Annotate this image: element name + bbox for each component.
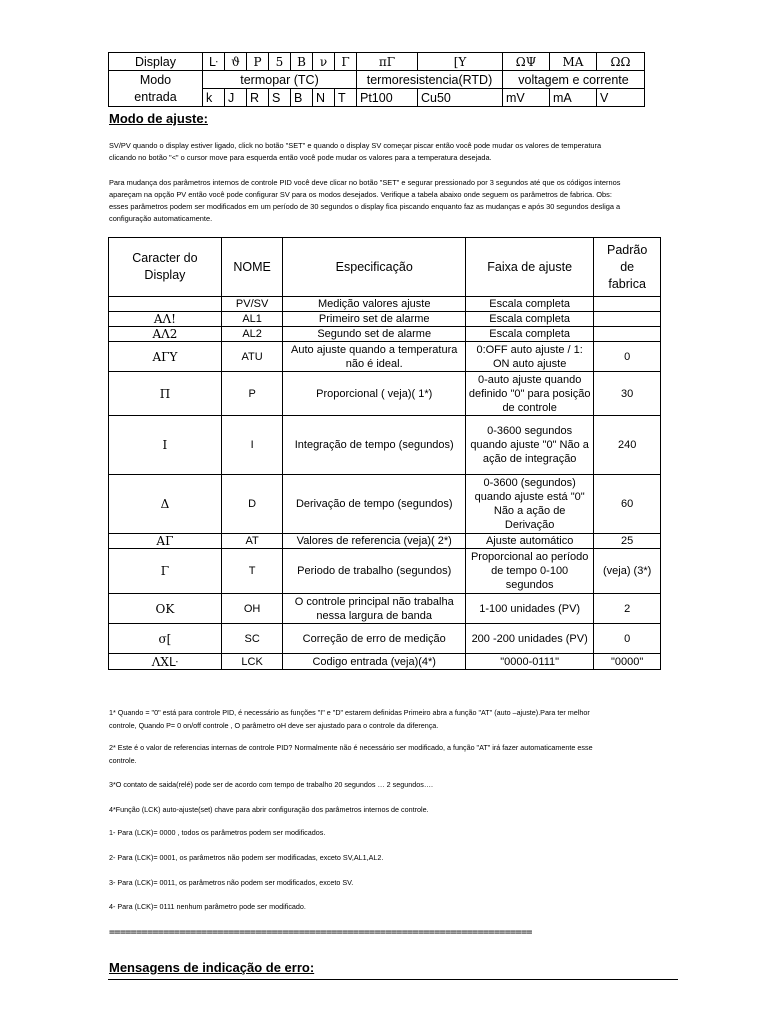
cell-range: 200 -200 unidades (PV) [466,624,594,654]
symbol-cell: 5 [269,53,291,71]
cell-range: 0-auto ajuste quando definido "0" para posição de controle [466,372,594,416]
mode-label: Modo [109,71,203,89]
symbol-cell: B [291,53,313,71]
type-row [109,89,645,107]
symbol-cell: ϑ [225,53,247,71]
cell-default: 0 [594,624,661,654]
text-line: clicando no botão "<" o cursor move para esquerda então você pode mudar os valores para a temperatura desejada. [109,153,492,162]
cell-symbol: ΑΓ [109,534,222,549]
symbol-cell: Γ [335,53,357,71]
cell-default: 0 [594,342,661,372]
table-row [109,594,661,624]
cell-symbol: σ[ [109,624,222,654]
note-1: 1* Quando = "0" está para controle PID, é necessário as funções "I" e "D" estarem definidas Primeiro abra a função "AT" (auto –ajuste).Para ter melhor controle, Quando P= 0 on/off controle , O parâmetro oH deve ser ajustado para o controle da diferença. [109,708,590,730]
cell-range: Escala completa [466,312,594,327]
group-rtd: termoresistencia(RTD) [357,71,503,89]
cell-name: AT [221,534,283,549]
cell-default [594,312,661,327]
ajuste-paragraph-1 [109,140,679,164]
cell-default [594,327,661,342]
table-row [109,549,661,594]
table-row [109,624,661,654]
group-termopar: termopar (TC) [203,71,357,89]
symbol-cell: MA [550,53,597,71]
type-cell: B [291,89,313,107]
cell-symbol: Δ [109,475,222,534]
type-cell: k [203,89,225,107]
cell-name: SC [221,624,283,654]
cell-name: OH [221,594,283,624]
horizontal-rule [108,979,678,980]
cell-range: Escala completa [466,327,594,342]
cell-spec: Auto ajuste quando a temperatura não é ideal. [283,342,466,372]
text-line: apareçam na opção PV então você pode configurar SV para os modos desejados. Verifique a tabela abaixo onde seguem os parâmetros de fabrica. Obs: [109,190,612,199]
cell-range: 0:OFF auto ajuste / 1: ON auto ajuste [466,342,594,372]
type-cell: T [335,89,357,107]
cell-spec: Primeiro set de alarme [283,312,466,327]
cell-spec: Correção de erro de medição [283,624,466,654]
symbol-cell: ν [313,53,335,71]
table-row [109,327,661,342]
equals-divider: ============================================================================== [109,927,532,938]
cell-default [594,297,661,312]
cell-spec: Medição valores ajuste [283,297,466,312]
note-3: 3*O contato de saida(relé) pode ser de acordo com tempo de trabalho 20 segundos … 2 segundos…. [109,780,434,789]
cell-name: PV/SV [221,297,283,312]
type-cell: S [269,89,291,107]
cell-spec: Periodo de trabalho (segundos) [283,549,466,594]
parameter-table [108,237,661,670]
symbol-cell: [Υ [418,53,503,71]
table-row [109,475,661,534]
cell-range: "0000-0111" [466,654,594,670]
entrada-label: entrada [109,89,203,107]
note-4: 4*Função (LCK) auto-ajuste(set) chave para abrir configuração dos parâmetros internos de controle. [109,805,429,814]
mode-group-row [109,71,645,89]
cell-name: I [221,416,283,475]
table-row [109,654,661,670]
table-row [109,372,661,416]
cell-default: "0000" [594,654,661,670]
header-range: Faixa de ajuste [466,238,594,297]
cell-spec: O controle principal não trabalha nessa largura de banda [283,594,466,624]
cell-spec: Integração de tempo (segundos) [283,416,466,475]
cell-symbol: ΟΚ [109,594,222,624]
symbol-cell: ΩΩ [597,53,645,71]
header-spec: Especificação [283,238,466,297]
cell-symbol: ΑΛ2 [109,327,222,342]
cell-name: AL1 [221,312,283,327]
cell-name: ATU [221,342,283,372]
cell-symbol: ΛΧᒷ [109,654,222,670]
symbol-cell: ΩΨ [503,53,550,71]
type-cell: N [313,89,335,107]
text-line: SV/PV quando o display estiver ligado, click no botão "SET" e quando o display SV começar piscar então você pode mudar os valores de temperatura [109,141,602,150]
group-voltage-current: voltagem e corrente [503,71,645,89]
cell-name: T [221,549,283,594]
table-row [109,534,661,549]
table-row [109,342,661,372]
symbol-cell: P [247,53,269,71]
symbol-cell: πΓ [357,53,418,71]
cell-default: 2 [594,594,661,624]
note-2: 2* Este é o valor de referencias internas de controle PID? Normalmente não é necessário ser modificado, a função "AT" irá fazer automaticamente esse controle. [109,743,593,765]
type-cell: V [597,89,645,107]
header-default: Padrão de fabrica [594,238,661,297]
cell-symbol [109,297,222,312]
input-mode-table [108,52,645,107]
ajuste-paragraph-2 [109,177,679,225]
cell-range: 0-3600 segundos quando ajuste "0" Não a ação de integração [466,416,594,475]
cell-range: 1-100 unidades (PV) [466,594,594,624]
cell-symbol: Π [109,372,222,416]
type-cell: Cu50 [418,89,503,107]
cell-name: AL2 [221,327,283,342]
section-title-erro: Mensagens de indicação de erro: [109,960,315,975]
cell-spec: Derivação de tempo (segundos) [283,475,466,534]
type-cell: mA [550,89,597,107]
cell-symbol: Γ [109,549,222,594]
display-row [109,53,645,71]
lck-item-2: 2- Para (LCK)= 0001, os parâmetros não podem ser modificadas, exceto SV,AL1,AL2. [109,853,384,862]
type-cell: mV [503,89,550,107]
cell-name: D [221,475,283,534]
cell-name: P [221,372,283,416]
cell-default: (veja) (3*) [594,549,661,594]
cell-default: 25 [594,534,661,549]
lck-item-3: 3- Para (LCK)= 0011, os parâmetros não podem ser modificados, exceto SV. [109,878,354,887]
text-line: configuração automaticamente. [109,214,213,223]
cell-default: 30 [594,372,661,416]
table-row [109,297,661,312]
table-row [109,312,661,327]
cell-symbol: ΑΛ! [109,312,222,327]
cell-default: 60 [594,475,661,534]
text-line: Para mudança dos parâmetros internos de controle PID você deve clicar no botão "SET" e segurar pressionado por 3 segundos até que os códigos internos [109,178,621,187]
type-cell: J [225,89,247,107]
type-cell: R [247,89,269,107]
cell-range: Escala completa [466,297,594,312]
cell-spec: Codigo entrada (veja)(4*) [283,654,466,670]
cell-spec: Valores de referencia (veja)( 2*) [283,534,466,549]
header-name: NOME [221,238,283,297]
cell-range: Ajuste automático [466,534,594,549]
cell-name: LCK [221,654,283,670]
type-cell: Pt100 [357,89,418,107]
lck-item-4: 4- Para (LCK)= 0111 nenhum parâmetro pode ser modificado. [109,902,306,911]
display-label: Display [109,53,203,71]
table-header-row [109,238,661,297]
text-line: esses parâmetros podem ser modificados em um período de 30 segundos o display fica piscando enquanto faz as mudanças e após 30 segundos desliga a [109,202,621,211]
cell-spec: Proporcional ( veja)( 1*) [283,372,466,416]
cell-symbol: I [109,416,222,475]
table-row [109,416,661,475]
section-title-ajuste: Modo de ajuste: [109,111,208,126]
lck-item-1: 1- Para (LCK)= 0000 , todos os parâmetros podem ser modificados. [109,828,326,837]
cell-symbol: ΑΓΥ [109,342,222,372]
cell-range: Proporcional ao período de tempo 0-100 segundos [466,549,594,594]
cell-range: 0-3600 (segundos) quando ajuste está "0" Não a ação de Derivação [466,475,594,534]
header-character: Caracter do Display [109,238,222,297]
symbol-cell: ᒷ [203,53,225,71]
cell-default: 240 [594,416,661,475]
cell-spec: Segundo set de alarme [283,327,466,342]
